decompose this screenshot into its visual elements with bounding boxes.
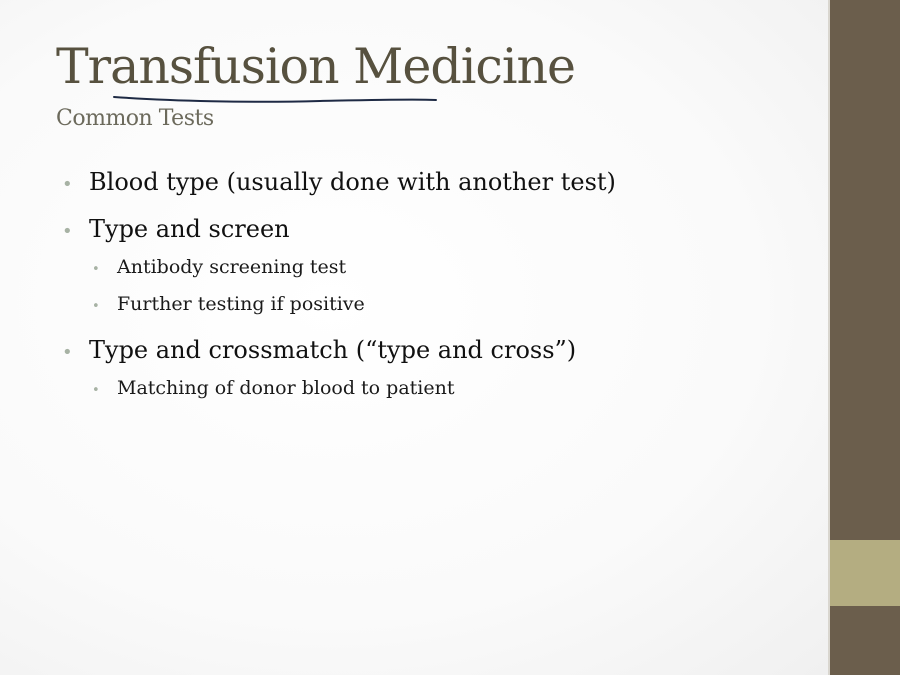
sub-bullet-text: Further testing if positive — [117, 293, 365, 315]
side-bar-accent — [830, 540, 900, 606]
sub-bullet-dot-icon: • — [92, 383, 100, 398]
sub-bullet-dot-icon: • — [92, 262, 100, 277]
sub-bullet-dot-icon: • — [92, 299, 100, 314]
sub-bullet-item — [92, 287, 616, 324]
bullet-dot-icon: • — [62, 342, 73, 363]
slide-subtitle: Common Tests — [56, 106, 214, 131]
bullet-text: Type and crossmatch (“type and cross”) — [89, 336, 577, 364]
bullet-text: Type and screen — [89, 215, 290, 243]
sub-bullet-list — [62, 250, 616, 324]
sub-bullet-list — [62, 371, 616, 408]
sub-bullet-item — [92, 250, 616, 287]
bullet-item — [62, 211, 616, 324]
bullet-dot-icon: • — [62, 174, 73, 195]
bullet-item — [62, 164, 616, 203]
sub-bullet-text: Matching of donor blood to patient — [117, 377, 455, 399]
bullet-list — [62, 164, 616, 416]
bullet-item — [62, 332, 616, 408]
bullet-dot-icon: • — [62, 221, 73, 242]
bullet-text: Blood type (usually done with another test) — [89, 168, 616, 196]
sub-bullet-text: Antibody screening test — [117, 256, 347, 278]
slide-title: Transfusion Medicine — [56, 38, 576, 95]
sub-bullet-item — [92, 371, 616, 408]
